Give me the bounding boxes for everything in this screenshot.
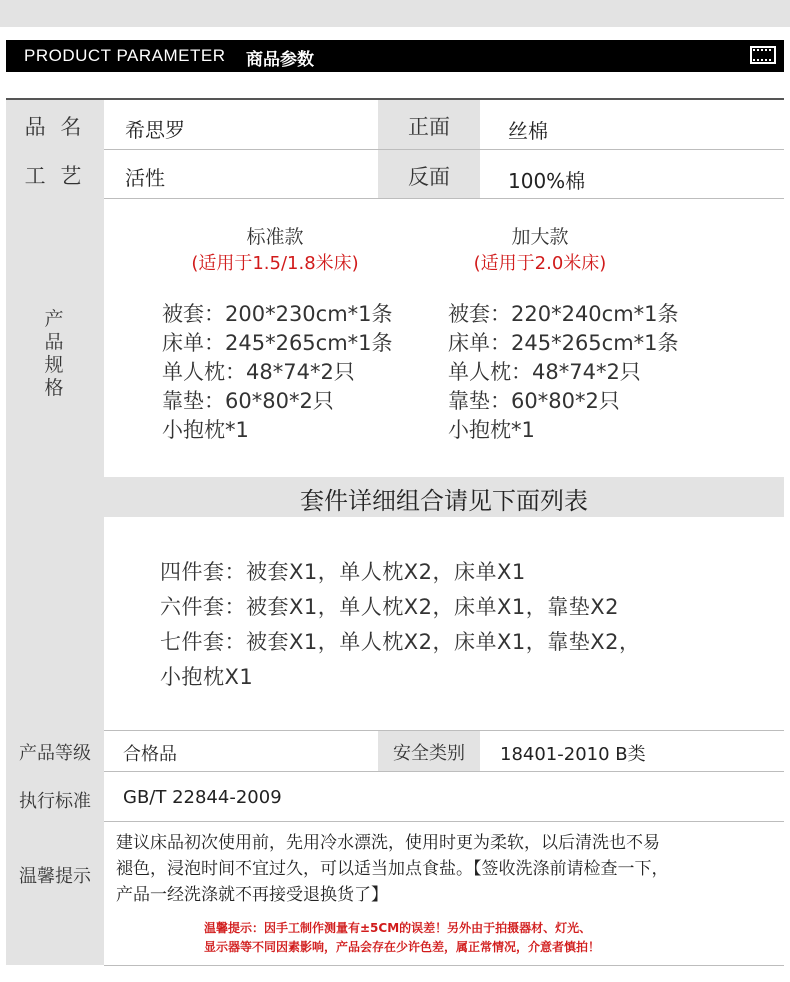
back-value: 100%棉 xyxy=(508,169,586,193)
safety-label: 安全类别 xyxy=(393,743,465,764)
standard-title: 标准款 xyxy=(246,226,304,248)
label-column xyxy=(6,100,104,965)
large-title: 加大款 xyxy=(511,226,569,248)
spec-item: 床单：245*265cm*1条 xyxy=(162,331,393,355)
combo-heading: 套件详细组合请见下面列表 xyxy=(300,487,588,515)
spec-item: 靠垫：60*80*2只 xyxy=(448,389,620,413)
tips-label: 温馨提示 xyxy=(19,866,91,887)
spec-item: 小抱枕*1 xyxy=(448,418,535,442)
film-icon xyxy=(750,46,776,64)
spec-item: 单人枕：48*74*2只 xyxy=(162,360,355,384)
tips-line: 建议床品初次使用前，先用冷水漂洗，使用时更为柔软，以后清洗也不易 xyxy=(116,833,660,853)
large-spec-list xyxy=(448,300,679,445)
combo-item: 小抱枕X1 xyxy=(160,665,254,689)
header-title-en: PRODUCT PARAMETER xyxy=(24,46,226,65)
combo-item: 七件套：被套X1，单人枕X2，床单X1，靠垫X2， xyxy=(160,630,641,654)
row-line xyxy=(104,965,784,966)
spec-item: 小抱枕*1 xyxy=(162,418,249,442)
header-bar xyxy=(6,40,784,72)
spec-item: 床单：245*265cm*1条 xyxy=(448,331,679,355)
large-subtitle: (适用于2.0米床) xyxy=(473,253,607,274)
row-line xyxy=(104,821,784,822)
spec-label-char: 品 xyxy=(44,331,64,353)
name-label: 品 名 xyxy=(24,115,86,139)
front-label: 正面 xyxy=(408,115,450,139)
exec-standard-label: 执行标准 xyxy=(19,791,91,812)
spec-item: 被套：200*230cm*1条 xyxy=(162,302,393,326)
front-value: 丝棉 xyxy=(508,119,548,143)
top-strip xyxy=(0,0,790,27)
tips-line: 褪色，浸泡时间不宜过久，可以适当加点食盐。【签收洗涤前请检查一下， xyxy=(116,859,669,879)
safety-value: 18401-2010 B类 xyxy=(500,744,646,765)
spec-item: 被套：220*240cm*1条 xyxy=(448,302,679,326)
tips-line: 产品一经洗涤就不再接受退换货了】 xyxy=(116,885,388,905)
craft-value: 活性 xyxy=(125,166,165,190)
row-line xyxy=(104,198,784,199)
grade-value: 合格品 xyxy=(123,744,177,765)
spec-item: 靠垫：60*80*2只 xyxy=(162,389,334,413)
standard-subtitle: (适用于1.5/1.8米床) xyxy=(191,253,359,274)
back-label: 反面 xyxy=(408,165,450,189)
tips-warning xyxy=(204,919,600,957)
warning-line: 温馨提示：因手工制作测量有±5CM的误差！另外由于拍摄器材、灯光、 xyxy=(204,921,592,935)
craft-label: 工 艺 xyxy=(24,164,86,188)
spec-item: 单人枕：48*74*2只 xyxy=(448,360,641,384)
grade-label: 产品等级 xyxy=(19,743,91,764)
row-line xyxy=(104,149,784,150)
spec-label-char: 产 xyxy=(44,308,64,330)
tips-text xyxy=(116,830,669,908)
spec-label xyxy=(42,308,66,400)
combo-list xyxy=(160,555,641,695)
row-line xyxy=(104,730,784,731)
standard-spec-list xyxy=(162,300,393,445)
combo-item: 六件套：被套X1，单人枕X2，床单X1，靠垫X2 xyxy=(160,595,619,619)
spec-label-char: 规 xyxy=(44,354,64,376)
header-title-cn: 商品参数 xyxy=(246,50,314,70)
combo-item: 四件套：被套X1，单人枕X2，床单X1 xyxy=(160,560,526,584)
exec-standard-value: GB/T 22844-2009 xyxy=(123,787,282,808)
warning-line: 显示器等不同因素影响，产品会存在少许色差，属正常情况，介意者慎拍！ xyxy=(204,940,601,954)
name-value: 希思罗 xyxy=(125,118,185,142)
spec-label-char: 格 xyxy=(44,377,64,399)
row-line xyxy=(104,771,784,772)
